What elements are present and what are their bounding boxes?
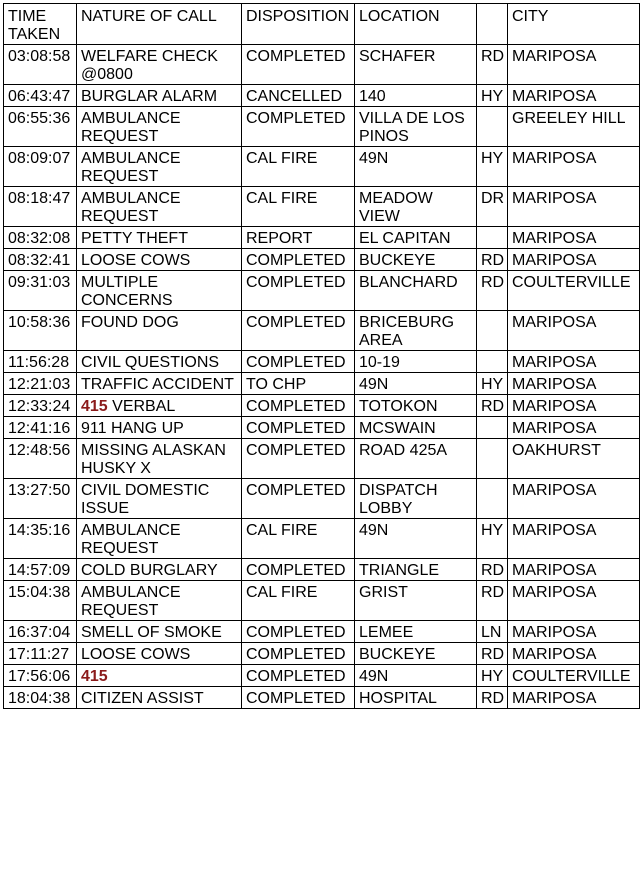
nature-cell — [77, 687, 242, 709]
nature-text: CITIZEN ASSIST — [81, 690, 204, 707]
suffix-cell — [477, 479, 508, 519]
header-nature-of-call: NATURE OF CALL — [77, 4, 242, 45]
city-cell: MARIPOSA — [508, 621, 640, 643]
time-cell: 16:37:04 — [4, 621, 77, 643]
nature-text: AMBULANCE REQUEST — [81, 522, 181, 557]
call-code: 415 — [81, 398, 108, 415]
table-row — [4, 581, 640, 621]
city-cell: MARIPOSA — [508, 85, 640, 107]
table-row — [4, 519, 640, 559]
city-cell: MARIPOSA — [508, 559, 640, 581]
city-cell: MARIPOSA — [508, 519, 640, 559]
table-row — [4, 107, 640, 147]
nature-cell — [77, 519, 242, 559]
nature-text: LOOSE COWS — [81, 252, 191, 269]
city-cell: COULTERVILLE — [508, 271, 640, 311]
city-cell: MARIPOSA — [508, 249, 640, 271]
nature-text: AMBULANCE REQUEST — [81, 110, 181, 145]
suffix-cell — [477, 439, 508, 479]
suffix-cell: RD — [477, 643, 508, 665]
nature-cell — [77, 311, 242, 351]
suffix-cell — [477, 417, 508, 439]
nature-text: SMELL OF SMOKE — [81, 624, 222, 641]
nature-cell — [77, 373, 242, 395]
table-row — [4, 271, 640, 311]
suffix-cell: RD — [477, 559, 508, 581]
nature-cell — [77, 249, 242, 271]
time-cell: 14:35:16 — [4, 519, 77, 559]
call-log-body — [4, 4, 640, 709]
city-cell: MARIPOSA — [508, 147, 640, 187]
table-row — [4, 417, 640, 439]
disposition-cell: COMPLETED — [242, 439, 355, 479]
location-cell: EL CAPITAN — [355, 227, 477, 249]
table-row — [4, 351, 640, 373]
nature-cell — [77, 417, 242, 439]
city-cell: MARIPOSA — [508, 395, 640, 417]
time-cell: 11:56:28 — [4, 351, 77, 373]
nature-text: 911 HANG UP — [81, 420, 184, 437]
location-cell: 140 — [355, 85, 477, 107]
nature-text: CIVIL QUESTIONS — [81, 354, 220, 371]
nature-text: WELFARE CHECK @0800 — [81, 48, 218, 83]
time-cell: 17:56:06 — [4, 665, 77, 687]
table-row — [4, 227, 640, 249]
city-cell: MARIPOSA — [508, 227, 640, 249]
table-row — [4, 373, 640, 395]
location-cell: 10-19 — [355, 351, 477, 373]
time-cell: 06:55:36 — [4, 107, 77, 147]
time-cell: 12:41:16 — [4, 417, 77, 439]
disposition-cell: REPORT — [242, 227, 355, 249]
nature-text: BURGLAR ALARM — [81, 88, 218, 105]
location-cell: GRIST — [355, 581, 477, 621]
nature-text: AMBULANCE REQUEST — [81, 150, 181, 185]
nature-cell — [77, 271, 242, 311]
nature-cell — [77, 45, 242, 85]
suffix-cell: RD — [477, 45, 508, 85]
disposition-cell: COMPLETED — [242, 687, 355, 709]
time-cell: 17:11:27 — [4, 643, 77, 665]
disposition-cell: COMPLETED — [242, 45, 355, 85]
nature-cell — [77, 643, 242, 665]
city-cell: MARIPOSA — [508, 417, 640, 439]
disposition-cell: COMPLETED — [242, 417, 355, 439]
city-cell: OAKHURST — [508, 439, 640, 479]
time-cell: 13:27:50 — [4, 479, 77, 519]
header-suffix — [477, 4, 508, 45]
table-row — [4, 665, 640, 687]
suffix-cell — [477, 107, 508, 147]
nature-cell — [77, 227, 242, 249]
city-cell: COULTERVILLE — [508, 665, 640, 687]
location-cell: HOSPITAL — [355, 687, 477, 709]
location-cell: BRICEBURG AREA — [355, 311, 477, 351]
location-cell: DISPATCH LOBBY — [355, 479, 477, 519]
disposition-cell: COMPLETED — [242, 107, 355, 147]
time-cell: 06:43:47 — [4, 85, 77, 107]
disposition-cell: COMPLETED — [242, 665, 355, 687]
city-cell: MARIPOSA — [508, 45, 640, 85]
header-city: CITY — [508, 4, 640, 45]
time-cell: 09:31:03 — [4, 271, 77, 311]
suffix-cell: DR — [477, 187, 508, 227]
city-cell: MARIPOSA — [508, 373, 640, 395]
nature-cell — [77, 395, 242, 417]
nature-text: VERBAL — [112, 398, 176, 415]
header-disposition: DISPOSITION — [242, 4, 355, 45]
city-cell: MARIPOSA — [508, 351, 640, 373]
disposition-cell: COMPLETED — [242, 311, 355, 351]
location-cell: BUCKEYE — [355, 249, 477, 271]
city-cell: MARIPOSA — [508, 187, 640, 227]
city-cell: MARIPOSA — [508, 581, 640, 621]
call-log-table — [3, 3, 640, 709]
location-cell: VILLA DE LOS PINOS — [355, 107, 477, 147]
disposition-cell: CAL FIRE — [242, 147, 355, 187]
disposition-cell: CAL FIRE — [242, 519, 355, 559]
nature-text: CIVIL DOMESTIC ISSUE — [81, 482, 210, 517]
time-cell: 08:09:07 — [4, 147, 77, 187]
nature-cell — [77, 147, 242, 187]
time-cell: 08:32:08 — [4, 227, 77, 249]
suffix-cell: HY — [477, 373, 508, 395]
location-cell: 49N — [355, 665, 477, 687]
suffix-cell: LN — [477, 621, 508, 643]
location-cell: BLANCHARD — [355, 271, 477, 311]
suffix-cell: RD — [477, 271, 508, 311]
disposition-cell: CAL FIRE — [242, 187, 355, 227]
location-cell: TRIANGLE — [355, 559, 477, 581]
table-row — [4, 643, 640, 665]
location-cell: SCHAFER — [355, 45, 477, 85]
suffix-cell — [477, 311, 508, 351]
suffix-cell: HY — [477, 85, 508, 107]
header-location: LOCATION — [355, 4, 477, 45]
suffix-cell: RD — [477, 249, 508, 271]
suffix-cell: RD — [477, 687, 508, 709]
location-cell: 49N — [355, 147, 477, 187]
nature-text: TRAFFIC ACCIDENT — [81, 376, 234, 393]
table-row — [4, 311, 640, 351]
nature-cell — [77, 187, 242, 227]
nature-text: MISSING ALASKAN HUSKY X — [81, 442, 226, 477]
suffix-cell: HY — [477, 519, 508, 559]
nature-cell — [77, 621, 242, 643]
location-cell: MCSWAIN — [355, 417, 477, 439]
nature-text: PETTY THEFT — [81, 230, 188, 247]
suffix-cell: HY — [477, 147, 508, 187]
location-cell: TOTOKON — [355, 395, 477, 417]
disposition-cell: COMPLETED — [242, 395, 355, 417]
suffix-cell — [477, 351, 508, 373]
nature-text: LOOSE COWS — [81, 646, 191, 663]
city-cell: MARIPOSA — [508, 643, 640, 665]
suffix-cell: RD — [477, 395, 508, 417]
disposition-cell: COMPLETED — [242, 479, 355, 519]
nature-cell — [77, 85, 242, 107]
time-cell: 08:18:47 — [4, 187, 77, 227]
header-time-taken: TIME TAKEN — [4, 4, 77, 45]
suffix-cell: RD — [477, 581, 508, 621]
nature-cell — [77, 479, 242, 519]
location-cell: BUCKEYE — [355, 643, 477, 665]
nature-cell — [77, 559, 242, 581]
time-cell: 03:08:58 — [4, 45, 77, 85]
disposition-cell: COMPLETED — [242, 621, 355, 643]
city-cell: MARIPOSA — [508, 311, 640, 351]
disposition-cell: CANCELLED — [242, 85, 355, 107]
disposition-cell: COMPLETED — [242, 559, 355, 581]
nature-text: AMBULANCE REQUEST — [81, 190, 181, 225]
nature-text: AMBULANCE REQUEST — [81, 584, 181, 619]
location-cell: 49N — [355, 519, 477, 559]
disposition-cell: TO CHP — [242, 373, 355, 395]
nature-cell — [77, 665, 242, 687]
header-row — [4, 4, 640, 45]
nature-cell — [77, 351, 242, 373]
city-cell: MARIPOSA — [508, 687, 640, 709]
time-cell: 12:21:03 — [4, 373, 77, 395]
table-row — [4, 687, 640, 709]
nature-text: COLD BURGLARY — [81, 562, 218, 579]
nature-text: FOUND DOG — [81, 314, 179, 331]
table-row — [4, 187, 640, 227]
location-cell: 49N — [355, 373, 477, 395]
time-cell: 12:33:24 — [4, 395, 77, 417]
nature-cell — [77, 439, 242, 479]
disposition-cell: COMPLETED — [242, 249, 355, 271]
table-row — [4, 395, 640, 417]
table-row — [4, 439, 640, 479]
time-cell: 15:04:38 — [4, 581, 77, 621]
nature-cell — [77, 107, 242, 147]
table-row — [4, 621, 640, 643]
time-cell: 14:57:09 — [4, 559, 77, 581]
suffix-cell — [477, 227, 508, 249]
time-cell: 08:32:41 — [4, 249, 77, 271]
time-cell: 18:04:38 — [4, 687, 77, 709]
table-row — [4, 479, 640, 519]
city-cell: MARIPOSA — [508, 479, 640, 519]
disposition-cell: COMPLETED — [242, 351, 355, 373]
disposition-cell: COMPLETED — [242, 271, 355, 311]
nature-cell — [77, 581, 242, 621]
time-cell: 10:58:36 — [4, 311, 77, 351]
time-cell: 12:48:56 — [4, 439, 77, 479]
table-row — [4, 45, 640, 85]
location-cell: MEADOW VIEW — [355, 187, 477, 227]
table-row — [4, 147, 640, 187]
city-cell: GREELEY HILL — [508, 107, 640, 147]
location-cell: ROAD 425A — [355, 439, 477, 479]
location-cell: LEMEE — [355, 621, 477, 643]
table-row — [4, 85, 640, 107]
suffix-cell: HY — [477, 665, 508, 687]
table-row — [4, 249, 640, 271]
call-code: 415 — [81, 668, 108, 685]
nature-text: MULTIPLE CONCERNS — [81, 274, 173, 309]
table-row — [4, 559, 640, 581]
disposition-cell: COMPLETED — [242, 643, 355, 665]
disposition-cell: CAL FIRE — [242, 581, 355, 621]
